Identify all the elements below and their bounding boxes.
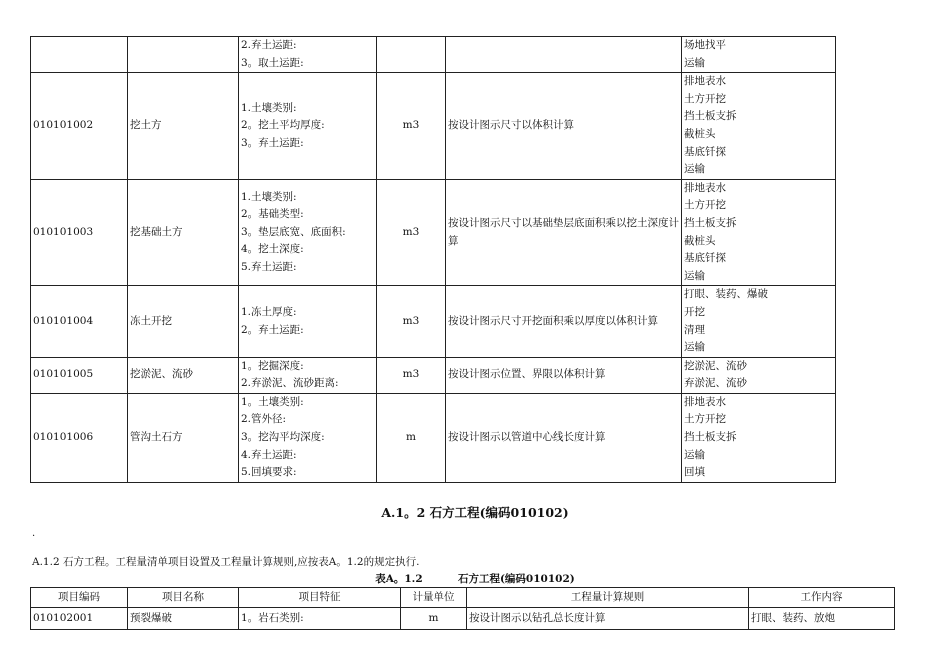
feature-line: 2.管外径: xyxy=(241,413,287,426)
table-row xyxy=(31,286,836,357)
table-caption xyxy=(0,571,950,586)
work-line: 基底钎探 xyxy=(684,252,726,265)
work-line: 运输 xyxy=(684,269,705,282)
cell-name: 挖淤泥、流砂 xyxy=(128,357,239,393)
feature-line: 4.弃土运距: xyxy=(241,448,297,461)
feature-line: 4。挖土深度: xyxy=(241,243,304,256)
table-row xyxy=(31,393,836,482)
cell-rule xyxy=(446,37,682,73)
work-line: 运输 xyxy=(684,163,705,176)
cell-unit: m xyxy=(377,393,446,482)
cell-unit: m3 xyxy=(377,286,446,357)
cell-rule: 按设计图示尺寸以基础垫层底面积乘以挖土深度计算 xyxy=(446,179,682,286)
feature-line: 1.冻土厚度: xyxy=(241,305,297,318)
work-line: 截桩头 xyxy=(684,127,716,140)
rockwork-header-row xyxy=(31,588,895,608)
cell-code: 010101002 xyxy=(31,73,128,180)
cell-code: 010101006 xyxy=(31,393,128,482)
cell-features xyxy=(239,357,377,393)
work-line: 打眼、装药、爆破 xyxy=(684,288,768,301)
earthwork-table-body xyxy=(31,37,836,483)
cell-work xyxy=(682,357,836,393)
rockwork-table xyxy=(30,587,895,630)
work-line: 土方开挖 xyxy=(684,413,726,426)
cell-unit xyxy=(377,37,446,73)
feature-line: 1.土壤类别: xyxy=(241,190,297,203)
header-work: 工作内容 xyxy=(749,588,895,608)
cell-unit: m3 xyxy=(377,179,446,286)
feature-line: 1。土壤类别: xyxy=(241,395,304,408)
cell-unit: m3 xyxy=(377,357,446,393)
cell-features xyxy=(239,73,377,180)
work-line: 排地表水 xyxy=(684,181,726,194)
header-name: 项目名称 xyxy=(128,588,239,608)
work-line: 运输 xyxy=(684,448,705,461)
feature-line: 1。挖掘深度: xyxy=(241,359,304,372)
header-unit: 计量单位 xyxy=(401,588,467,608)
table-caption-title: 石方工程(编码010102) xyxy=(457,573,575,585)
work-line: 清理 xyxy=(684,323,705,336)
cell-work xyxy=(682,286,836,357)
cell-name: 管沟土石方 xyxy=(128,393,239,482)
work-line: 场地找平 xyxy=(684,39,726,51)
cell-rule: 按设计图示以管道中心线长度计算 xyxy=(446,393,682,482)
cell-features xyxy=(239,37,377,73)
feature-line: 5.弃土运距: xyxy=(241,260,297,273)
cell-features xyxy=(239,393,377,482)
work-line: 排地表水 xyxy=(684,395,726,408)
cell-rule: 按设计图示尺寸以体积计算 xyxy=(446,73,682,180)
work-line: 运输 xyxy=(684,341,705,354)
cell-name: 预裂爆破 xyxy=(128,608,239,630)
cell-unit: m3 xyxy=(377,73,446,180)
feature-line: 2.弃土运距: xyxy=(241,39,297,51)
table-row xyxy=(31,357,836,393)
cell-features xyxy=(239,179,377,286)
table-row xyxy=(31,73,836,180)
table-row xyxy=(31,608,895,630)
feature-line: 3。弃土运距: xyxy=(241,136,304,149)
feature-line: 5.回填要求: xyxy=(241,466,297,479)
cell-features: 1。岩石类别: xyxy=(239,608,401,630)
stray-dot: . xyxy=(32,528,36,539)
header-rule: 工程量计算规则 xyxy=(467,588,749,608)
cell-work: 打眼、装药、放炮 xyxy=(749,608,895,630)
work-line: 开挖 xyxy=(684,305,705,318)
cell-rule: 按设计图示位置、界限以体积计算 xyxy=(446,357,682,393)
feature-line: 2.弃淤泥、流砂距离: xyxy=(241,377,339,390)
cell-name: 冻土开挖 xyxy=(128,286,239,357)
cell-rule: 按设计图示以钻孔总长度计算 xyxy=(467,608,749,630)
work-line: 挡土板支拆 xyxy=(684,110,737,123)
work-line: 挖淤泥、流砂 xyxy=(684,359,747,372)
feature-line: 2。基础类型: xyxy=(241,208,304,221)
work-line: 土方开挖 xyxy=(684,199,726,212)
feature-line: 3。取土运距: xyxy=(241,56,304,69)
feature-line: 3。垫层底宽、底面积: xyxy=(241,225,346,238)
cell-code: 010102001 xyxy=(31,608,128,630)
work-line: 挡土板支拆 xyxy=(684,216,737,229)
cell-name xyxy=(128,37,239,73)
work-line: 回填 xyxy=(684,466,705,479)
cell-code: 010101003 xyxy=(31,179,128,286)
intro-paragraph: A.1.2 石方工程。工程量清单项目设置及工程量计算规则,应按表A。1.2的规定执行. xyxy=(32,556,420,568)
work-line: 运输 xyxy=(684,56,705,69)
cell-work xyxy=(682,179,836,286)
work-line: 弃淤泥、流砂 xyxy=(684,377,747,390)
feature-line: 3。挖沟平均深度: xyxy=(241,431,325,444)
cell-name: 挖基础土方 xyxy=(128,179,239,286)
work-line: 土方开挖 xyxy=(684,92,726,105)
earthwork-table xyxy=(30,36,836,483)
work-line: 排地表水 xyxy=(684,75,726,88)
feature-line: 2。弃土运距: xyxy=(241,323,304,336)
cell-unit: m xyxy=(401,608,467,630)
table-row xyxy=(31,37,836,73)
cell-code xyxy=(31,37,128,73)
feature-line: 2。挖土平均厚度: xyxy=(241,119,325,132)
header-features: 项目特征 xyxy=(239,588,401,608)
header-code: 项目编码 xyxy=(31,588,128,608)
work-line: 基底钎探 xyxy=(684,145,726,158)
cell-work xyxy=(682,37,836,73)
work-line: 挡土板支拆 xyxy=(684,431,737,444)
cell-features xyxy=(239,286,377,357)
cell-code: 010101004 xyxy=(31,286,128,357)
cell-work xyxy=(682,73,836,180)
table-caption-label: 表A。1.2 xyxy=(375,573,423,585)
feature-line: 1.土壤类别: xyxy=(241,101,297,114)
work-line: 截桩头 xyxy=(684,234,716,247)
table-row xyxy=(31,179,836,286)
cell-name: 挖土方 xyxy=(128,73,239,180)
cell-work xyxy=(682,393,836,482)
cell-rule: 按设计图示尺寸开挖面积乘以厚度以体积计算 xyxy=(446,286,682,357)
section-heading: A.1。2 石方工程(编码010102) xyxy=(381,505,569,520)
cell-code: 010101005 xyxy=(31,357,128,393)
